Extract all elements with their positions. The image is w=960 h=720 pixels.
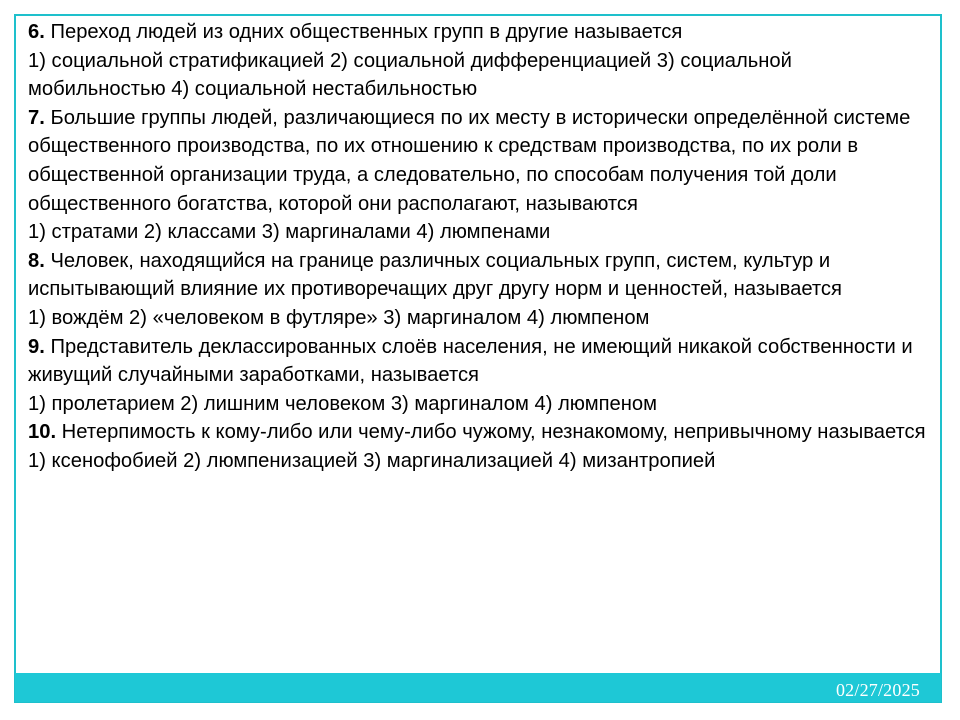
question-number: 8. — [28, 249, 45, 272]
question-body: Человек, находящийся на границе различных социальных групп, систем, культур и испытывающий влияние их противоречащих друг другу норм и ценностей, называется — [28, 249, 842, 301]
question-7 — [28, 104, 928, 247]
question-body: Переход людей из одних общественных групп в другие называется — [44, 21, 683, 43]
slide-date: 02/27/2025 — [835, 680, 920, 700]
answer-options: 1) стратами 2) классами 3) маргиналами 4) люмпенами — [28, 221, 551, 244]
question-6 — [28, 18, 928, 104]
question-body: Большие группы людей, различающиеся по их месту в исторически определённой системе общественного производства, по их отношению к средствам производства, по их роли в общественной организации труда, а следовательно, по способам получения той доли общественного богатства, которой они располагают, называются — [28, 106, 911, 215]
answer-options: 1) ксенофобией 2) люмпенизацией 3) маргинализацией 4) мизантропией — [28, 449, 716, 472]
question-body: Представитель деклассированных слоёв населения, не имеющий никакой собственности и живущий случайными заработками, называется — [28, 335, 913, 387]
answer-options: 1) вождём 2) «человеком в футляре» 3) маргиналом 4) люмпеном — [28, 306, 650, 329]
question-10 — [28, 418, 928, 475]
question-8 — [28, 247, 928, 333]
question-text — [28, 18, 928, 47]
question-number: 7. — [28, 106, 45, 129]
question-number: 6. — [28, 21, 45, 43]
footer-bar — [15, 673, 941, 702]
question-body: Нетерпимость к кому-либо или чему-либо чужому, незнакомому, непривычному называется — [56, 421, 926, 444]
question-number: 9. — [28, 335, 45, 358]
question-text — [28, 418, 928, 447]
question-text — [28, 104, 928, 218]
question-number: 10. — [28, 421, 57, 444]
answer-options: 1) пролетарием 2) лишним человеком 3) маргиналом 4) люмпеном — [28, 392, 658, 415]
question-9 — [28, 333, 928, 419]
slide-content — [28, 18, 928, 476]
answer-options: 1) социальной стратификацией 2) социальной дифференциацией 3) социальной мобильностью 4) социальной нестабильностью — [28, 49, 792, 101]
question-text — [28, 333, 928, 390]
question-text — [28, 247, 928, 304]
